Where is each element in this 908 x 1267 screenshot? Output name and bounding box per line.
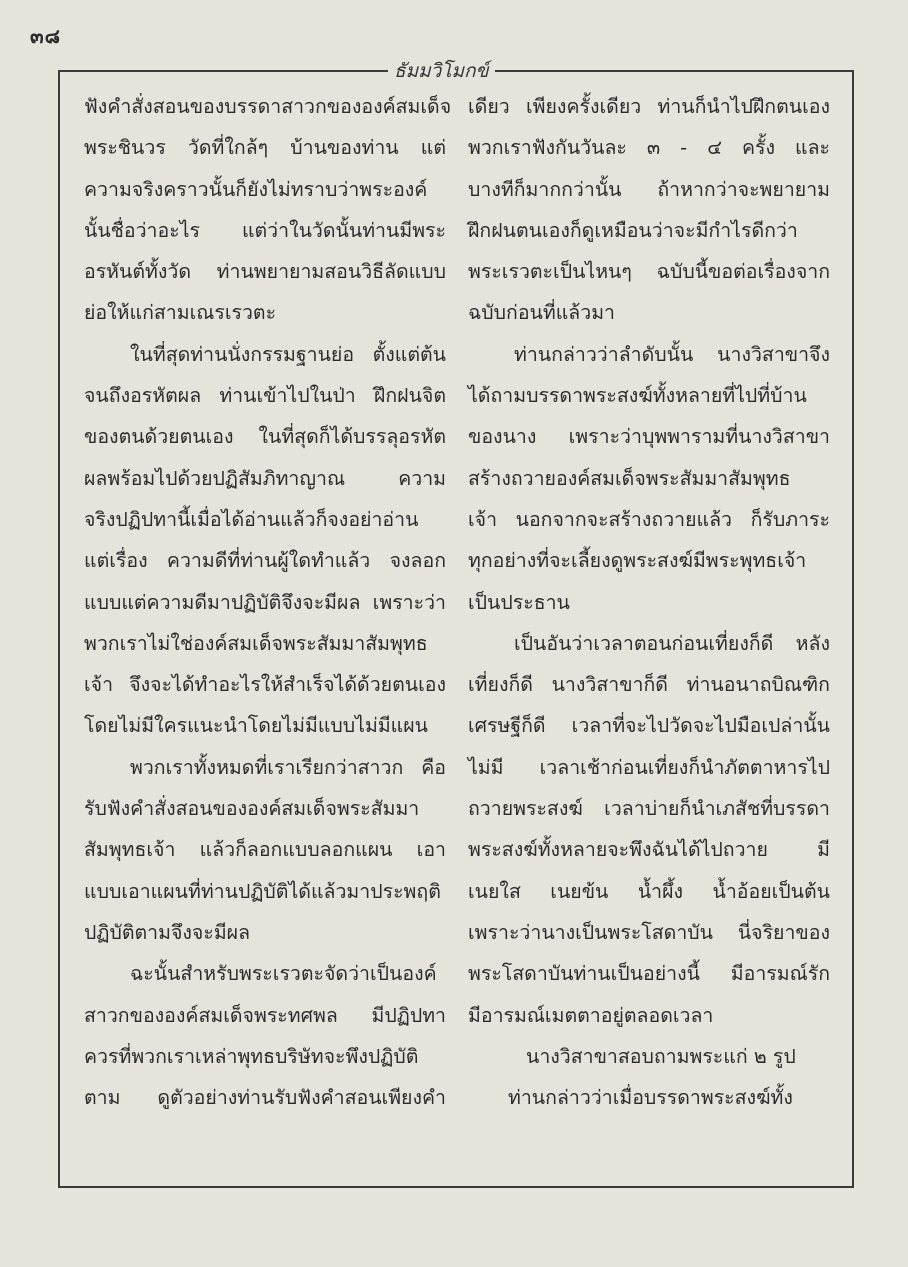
text-line: เดียว เพียงครั้งเดียว ท่านก็นำไปฝึกตนเอง [468,95,830,118]
text-line: เป็นประธาน [468,590,570,614]
text-line: แบบแต่ความดีมาปฏิบัติจึงจะมีผล เพราะว่า [84,590,446,614]
text-line: ถวายพระสงฆ์ เวลาบ่ายก็นำเภสัชที่บรรดา [468,797,830,821]
text-line: พวกเราทั้งหมดที่เราเรียกว่าสาวก คือ [130,755,446,779]
text-line: ของนาง เพราะว่าบุพพารามที่นางวิสาขา [468,425,830,449]
section-subheading: นางวิสาขาสอบถามพระแก่ ๒ รูป [526,1044,796,1068]
right-column [468,86,830,1118]
text-line: พระเรวตะเป็นไหนๆ ฉบับนี้ขอต่อเรื่องจาก [468,260,830,284]
text-line: สาวกขององค์สมเด็จพระทศพล มีปฏิปทา [84,1003,446,1027]
text-line: ผลพร้อมไปด้วยปฏิสัมภิทาญาณ ความ [84,466,446,490]
text-line: อรหันต์ทั้งวัด ท่านพยายามสอนวิธีลัดแบบ [84,260,446,284]
text-line: พระสงฆ์ทั้งหลายจะพึงฉันได้ไปถวาย มี [468,838,830,862]
text-line: พวกเราไม่ใช่องค์สมเด็จพระสัมมาสัมพุทธ [84,631,428,655]
text-line: เศรษฐีก็ดี เวลาที่จะไปวัดจะไปมือเปล่านั้น [468,714,830,738]
text-line: ย่อให้แก่สามเณรเรวตะ [84,301,277,325]
text-line: ฟังคำสั่งสอนของบรรดาสาวกขององค์สมเด็จ [84,95,452,118]
text-line: โดยไม่มีใครแนะนำโดยไม่มีแบบไม่มีแผน [84,714,429,738]
text-line: ตาม ดูตัวอย่างท่านรับฟังคำสอนเพียงคำ [84,1086,446,1110]
page-number: ๓๘ [30,24,62,48]
text-line: มีอารมณ์เมตตาอยู่ตลอดเวลา [468,1003,714,1027]
text-line: สร้างถวายองค์สมเด็จพระสัมมาสัมพุทธ [468,466,791,490]
text-line: บางทีก็มากกว่านั้น ถ้าหากว่าจะพยายาม [468,177,830,201]
text-line: จริงปฏิปทานี้เมื่อได้อ่านแล้วก็จงอย่าอ่าน [84,507,419,531]
text-line: พระชินวร วัดที่ใกล้ๆ บ้านของท่าน แต่ [84,136,446,160]
text-line: เป็นอันว่าเวลาตอนก่อนเที่ยงก็ดี หลัง [514,631,830,655]
text-line: ได้ถามบรรดาพระสงฆ์ทั้งหลายที่ไปที่บ้าน [468,384,807,408]
text-line: ทุกอย่างที่จะเลี้ยงดูพระสงฆ์มีพระพุทธเจ้า [468,549,807,573]
text-line: ฉะนั้นสำหรับพระเรวตะจัดว่าเป็นองค์ [130,962,437,986]
text-line: ปฏิบัติตามจึงจะมีผล [84,920,251,944]
text-line: ฉบับก่อนที่แล้วมา [468,301,616,325]
left-column [84,86,452,1118]
text-line: ท่านกล่าวว่าลำดับนั้น นางวิสาขาจึง [514,342,830,366]
text-line: จนถึงอรหัตผล ท่านเข้าไปในป่า ฝึกฝนจิต [84,384,446,408]
text-line: ท่านกล่าวว่าเมื่อบรรดาพระสงฆ์ทั้ง [508,1086,793,1110]
text-line: นั้นชื่อว่าอะไร แต่ว่าในวัดนั้นท่านมีพระ [84,218,446,242]
text-line: สัมพุทธเจ้า แล้วก็ลอกแบบลอกแผน เอา [84,838,446,862]
text-line: พวกเราฟังกันวันละ ๓ - ๔ ครั้ง และ [468,136,830,160]
running-header-title: ธัมมวิโมกข์ [388,56,495,86]
text-line: เพราะว่านางเป็นพระโสดาบัน นี่จริยาของ [468,920,830,944]
text-line: พระโสดาบันท่านเป็นอย่างนี้ มีอารมณ์รัก [468,962,830,986]
text-line: ฝึกฝนตนเองก็ดูเหมือนว่าจะมีกำไรดีกว่า [468,218,798,242]
text-line: เจ้า จึงจะได้ทำอะไรให้สำเร็จได้ด้วยตนเอง [84,673,446,697]
text-line: เที่ยงก็ดี นางวิสาขาก็ดี ท่านอนาถบิณฑิก [468,673,830,697]
text-line: แต่เรื่อง ความดีที่ท่านผู้ใดทำแล้ว จงลอก [84,549,446,573]
text-line: แบบเอาแผนที่ท่านปฏิบัติได้แล้วมาประพฤติ [84,879,441,903]
text-line: ความจริงคราวนั้นก็ยังไม่ทราบว่าพระองค์ [84,177,428,201]
text-line: ในที่สุดท่านนั่งกรรมฐานย่อ ตั้งแต่ต้น [130,342,446,366]
text-line: เจ้า นอกจากจะสร้างถวายแล้ว ก็รับภาระ [468,507,830,531]
text-line: เนยใส เนยข้น น้ำผึ้ง น้ำอ้อยเป็นต้น [468,879,830,903]
text-line: ควรที่พวกเราเหล่าพุทธบริษัทจะพึงปฏิบัติ [84,1044,419,1068]
text-line: ของตนด้วยตนเอง ในที่สุดก็ได้บรรลุอรหัต [84,425,446,449]
text-line: ไม่มี เวลาเช้าก่อนเที่ยงก็นำภัตตาหารไป [468,755,830,779]
text-line: รับฟังคำสั่งสอนขององค์สมเด็จพระสัมมา [84,797,420,821]
